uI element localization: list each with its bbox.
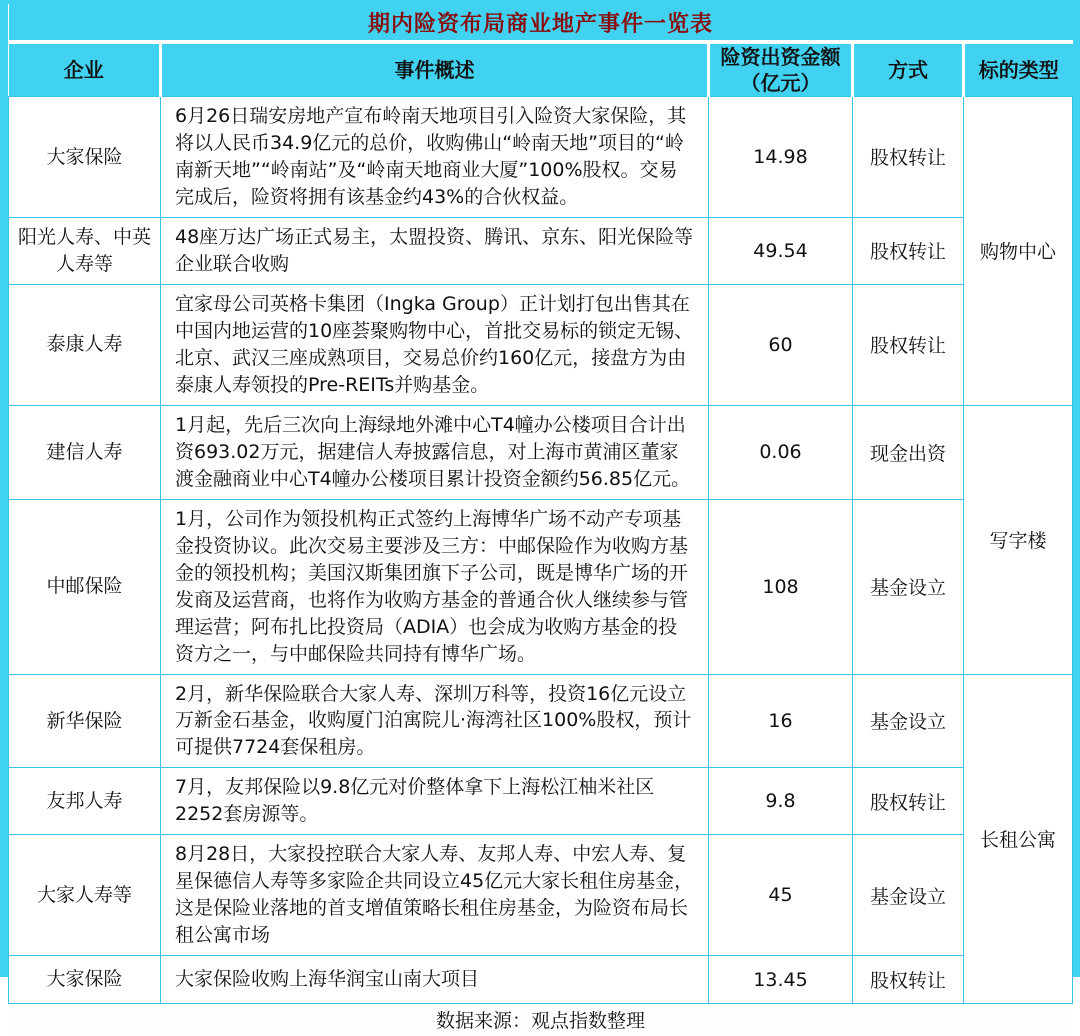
target-type-cell: 购物中心 (964, 97, 1073, 406)
summary-cell: 1月起，先后三次向上海绿地外滩中心T4幢办公楼项目合计出资693.02万元，据建信人寿披露信息，对上海市黄浦区董家渡金融商业中心T4幢办公楼项目累计投资金额约56.85亿元。 (161, 405, 709, 499)
method-cell: 股权转让 (853, 768, 964, 835)
amount-cell: 108 (709, 499, 853, 674)
table-row (9, 217, 1073, 284)
target-type-cell: 长租公寓 (964, 674, 1073, 1004)
summary-cell: 8月28日，大家投控联合大家人寿、友邦人寿、中宏人寿、复星保德信人寿等多家险企共同设立45亿元大家长租住房基金，这是保险业落地的首支增值策略长租住房基金，为险资布局长租公寓市场 (161, 835, 709, 956)
summary-cell: 宜家母公司英格卡集团（Ingka Group）正计划打包出售其在中国内地运营的10座荟聚购物中心，首批交易标的锁定无锡、北京、武汉三座成熟项目，交易总价约160亿元，接盘方为由泰康人寿领投的Pre-REITs并购基金。 (161, 284, 709, 405)
data-source-note: 数据来源：观点指数整理 (9, 1004, 1073, 1036)
header-summary: 事件概述 (161, 42, 709, 97)
page-title: 期内险资布局商业地产事件一览表 (9, 4, 1073, 42)
company-cell: 泰康人寿 (9, 284, 161, 405)
title-row (9, 4, 1073, 42)
method-cell: 基金设立 (853, 835, 964, 956)
amount-cell: 49.54 (709, 217, 853, 284)
table-row (9, 97, 1073, 218)
company-cell: 友邦人寿 (9, 768, 161, 835)
method-cell: 基金设立 (853, 499, 964, 674)
footer-row (9, 1004, 1073, 1036)
amount-cell: 9.8 (709, 768, 853, 835)
amount-cell: 13.45 (709, 956, 853, 1004)
company-cell: 大家保险 (9, 97, 161, 218)
table-row (9, 768, 1073, 835)
table-row (9, 956, 1073, 1004)
table-row (9, 674, 1073, 768)
insurance-real-estate-table (8, 4, 1073, 1036)
target-type-cell: 写字楼 (964, 405, 1073, 674)
table-row (9, 405, 1073, 499)
company-cell: 大家保险 (9, 956, 161, 1004)
amount-cell: 14.98 (709, 97, 853, 218)
company-cell: 中邮保险 (9, 499, 161, 674)
method-cell: 基金设立 (853, 674, 964, 768)
summary-cell: 1月，公司作为领投机构正式签约上海博华广场不动产专项基金投资协议。此次交易主要涉及三方：中邮保险作为收购方基金的领投机构；美国汉斯集团旗下子公司，既是博华广场的开发商及运营商，也将作为收购方基金的普通合伙人继续参与管理运营；阿布扎比投资局（ADIA）也会成为收购方基金的投资方之一，与中邮保险共同持有博华广场。 (161, 499, 709, 674)
method-cell: 股权转让 (853, 217, 964, 284)
summary-cell: 7月，友邦保险以9.8亿元对价整体拿下上海松江柚米社区2252套房源等。 (161, 768, 709, 835)
header-company: 企业 (9, 42, 161, 97)
method-cell: 现金出资 (853, 405, 964, 499)
summary-cell: 大家保险收购上海华润宝山南大项目 (161, 956, 709, 1004)
amount-cell: 16 (709, 674, 853, 768)
company-cell: 阳光人寿、中英人寿等 (9, 217, 161, 284)
method-cell: 股权转让 (853, 956, 964, 1004)
amount-cell: 0.06 (709, 405, 853, 499)
header-target-type: 标的类型 (964, 42, 1073, 97)
table-row (9, 835, 1073, 956)
table-row (9, 284, 1073, 405)
header-method: 方式 (853, 42, 964, 97)
company-cell: 建信人寿 (9, 405, 161, 499)
amount-cell: 60 (709, 284, 853, 405)
company-cell: 新华保险 (9, 674, 161, 768)
summary-cell: 6月26日瑞安房地产宣布岭南天地项目引入险资大家保险，其将以人民币34.9亿元的总价，收购佛山“岭南天地”项目的“岭南新天地”“岭南站”及“岭南天地商业大厦”100%股权。交易完成后，险资将拥有该基金约43%的合伙权益。 (161, 97, 709, 218)
method-cell: 股权转让 (853, 284, 964, 405)
summary-cell: 48座万达广场正式易主，太盟投资、腾讯、京东、阳光保险等企业联合收购 (161, 217, 709, 284)
table-row (9, 499, 1073, 674)
header-amount: 险资出资金额（亿元） (709, 42, 853, 97)
summary-cell: 2月，新华保险联合大家人寿、深圳万科等，投资16亿元设立万新金石基金，收购厦门泊寓院儿·海湾社区100%股权，预计可提供7724套保租房。 (161, 674, 709, 768)
amount-cell: 45 (709, 835, 853, 956)
method-cell: 股权转让 (853, 97, 964, 218)
header-row (9, 42, 1073, 97)
company-cell: 大家人寿等 (9, 835, 161, 956)
